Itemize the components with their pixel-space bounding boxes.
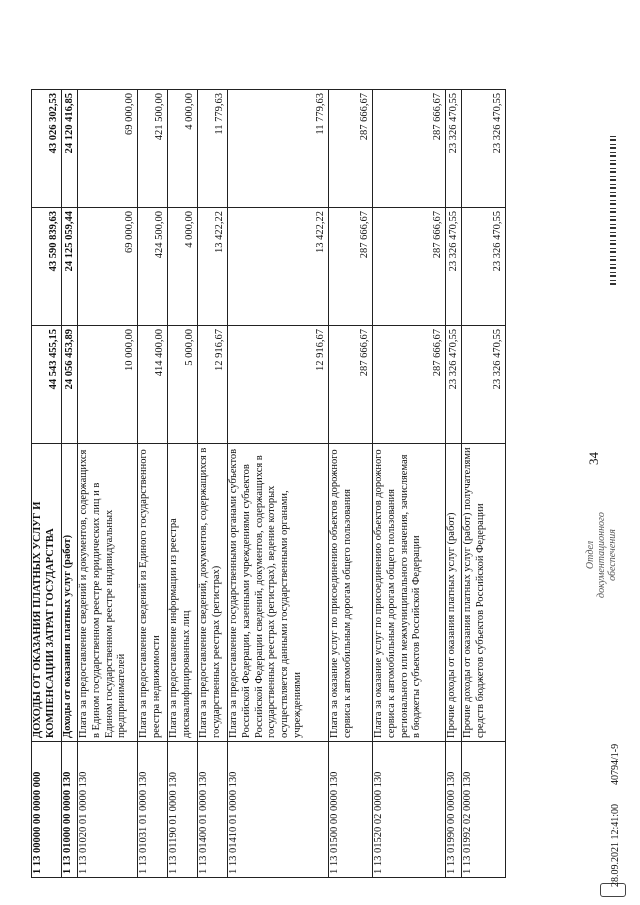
table-row [329, 90, 373, 878]
row-name: Плата за предоставление сведений из Единого государственного реестра недвижимости [138, 444, 168, 742]
row-code: 1 13 01990 00 0000 130 [446, 742, 462, 878]
row-value-2024: 287 666,67 [329, 90, 373, 208]
row-value-2024: 24 120 416,85 [62, 90, 78, 208]
row-code: 1 13 01410 01 0000 130 [228, 742, 329, 878]
row-value-2022: 414 400,00 [138, 326, 168, 444]
row-value-2024: 23 326 470,55 [462, 90, 506, 208]
page-number: 34 [586, 452, 601, 465]
table-row [62, 90, 78, 878]
barcode-strip [610, 135, 616, 285]
row-name: Плата за оказание услуг по присоединению объектов дорожного сервиса к автомобильным дорогам общего пользования регионального или межмуниципального значения, зачисляемая в бюджеты субъектов Российской Федерации [373, 444, 446, 742]
row-value-2024: 287 666,67 [373, 90, 446, 208]
row-value-2024: 11 779,63 [228, 90, 329, 208]
row-code: 1 13 01400 01 0000 130 [198, 742, 228, 878]
row-value-2022: 287 666,67 [329, 326, 373, 444]
row-value-2024: 69 000,00 [78, 90, 138, 208]
row-name: ДОХОДЫ ОТ ОКАЗАНИЯ ПЛАТНЫХ УСЛУГ И КОМПЕНСАЦИИ ЗАТРАТ ГОСУДАРСТВА [32, 444, 62, 742]
row-code: 1 13 01190 01 0000 130 [168, 742, 198, 878]
table-row [32, 90, 62, 878]
table-row [373, 90, 446, 878]
footer-code: 40794/1-9 [610, 743, 621, 785]
table-row [462, 90, 506, 878]
row-value-2024: 43 026 302,53 [32, 90, 62, 208]
row-value-2024: 11 779,63 [198, 90, 228, 208]
row-value-2022: 23 326 470,55 [446, 326, 462, 444]
row-value-2022: 5 000,00 [168, 326, 198, 444]
table-row [168, 90, 198, 878]
row-value-2023: 23 326 470,55 [462, 208, 506, 326]
row-value-2023: 4 000,00 [168, 208, 198, 326]
row-name: Плата за предоставление государственными органами субъектов Российской Федерации, казенными учреждениями субъектов Российской Федерации сведений, документов, содержащихся в государственных реестрах (регистрах), ведение которых осуществляется данными государственными органами, учреждениями [228, 444, 329, 742]
row-name: Плата за предоставление информации из реестра дисквалифицированных лиц [168, 444, 198, 742]
row-value-2023: 287 666,67 [329, 208, 373, 326]
table-row [228, 90, 329, 878]
row-name: Плата за предоставление сведений, документов, содержащихся в государственных реестрах (регистрах) [198, 444, 228, 742]
row-name: Плата за предоставление сведений и документов, содержащихся в Едином государственном реестре юридических лиц и в Едином государственном реестре индивидуальных предпринимателей [78, 444, 138, 742]
table-row [198, 90, 228, 878]
row-code: 1 13 00000 00 0000 000 [32, 742, 62, 878]
table-row [78, 90, 138, 878]
row-value-2022: 287 666,67 [373, 326, 446, 444]
row-value-2023: 24 125 059,44 [62, 208, 78, 326]
row-code: 1 13 01000 00 0000 130 [62, 742, 78, 878]
row-value-2024: 4 000,00 [168, 90, 198, 208]
row-value-2022: 12 916,67 [198, 326, 228, 444]
row-name: Прочие доходы от оказания платных услуг (работ) [446, 444, 462, 742]
row-name: Плата за оказание услуг по присоединению объектов дорожного сервиса к автомобильным дорогам общего пользования [329, 444, 373, 742]
row-value-2022: 12 916,67 [228, 326, 329, 444]
row-value-2022: 44 543 455,15 [32, 326, 62, 444]
row-value-2023: 43 590 839,63 [32, 208, 62, 326]
row-value-2022: 24 056 453,89 [62, 326, 78, 444]
row-value-2023: 424 500,00 [138, 208, 168, 326]
stamp-line-2: обеспечения [607, 529, 618, 581]
row-value-2023: 69 000,00 [78, 208, 138, 326]
row-code: 1 13 01992 02 0000 130 [462, 742, 506, 878]
footer-date: 28.09.2021 12:41:00 [610, 803, 621, 887]
table-row [138, 90, 168, 878]
row-code: 1 13 01020 01 0000 130 [78, 742, 138, 878]
row-value-2023: 13 422,22 [198, 208, 228, 326]
row-value-2023: 287 666,67 [373, 208, 446, 326]
row-name: Прочие доходы от оказания платных услуг (работ) получателями средств бюджетов субъектов Российской Федерации [462, 444, 506, 742]
row-code: 1 13 01500 00 0000 130 [329, 742, 373, 878]
row-value-2024: 23 326 470,55 [446, 90, 462, 208]
row-value-2022: 10 000,00 [78, 326, 138, 444]
row-value-2023: 23 326 470,55 [446, 208, 462, 326]
stamp-line-1: Отдел документационного [585, 512, 607, 598]
row-value-2022: 23 326 470,55 [462, 326, 506, 444]
revenue-table [31, 89, 506, 878]
row-value-2024: 421 500,00 [138, 90, 168, 208]
department-stamp [585, 505, 618, 605]
row-name: Доходы от оказания платных услуг (работ) [62, 444, 78, 742]
row-code: 1 13 01031 01 0000 130 [138, 742, 168, 878]
row-code: 1 13 01520 02 0000 130 [373, 742, 446, 878]
row-value-2023: 13 422,22 [228, 208, 329, 326]
table-row [446, 90, 462, 878]
